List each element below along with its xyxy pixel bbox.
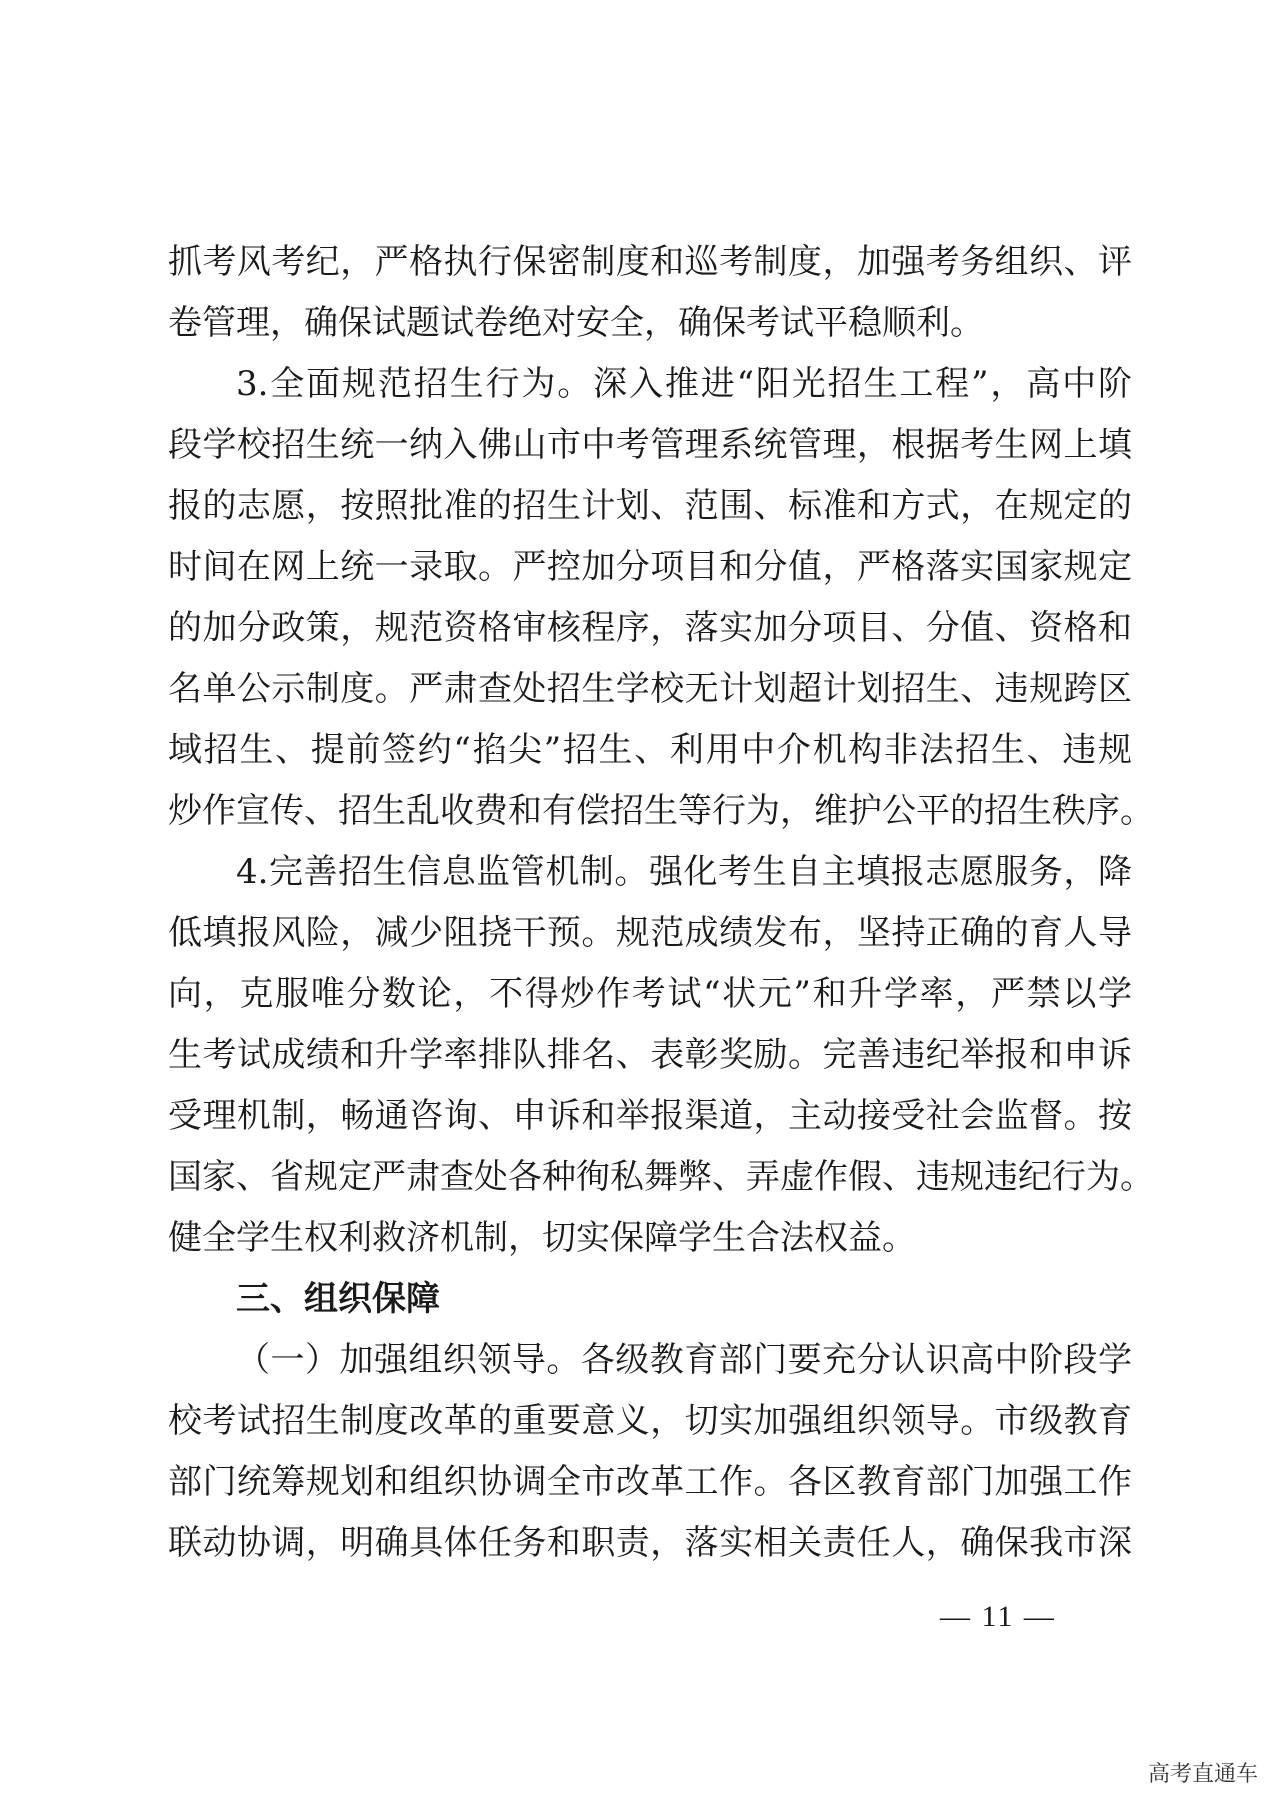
text-line: 卷管理，确保试题试卷绝对安全，确保考试平稳顺利。 bbox=[168, 303, 984, 343]
text-line: 报的志愿，按照批准的招生计划、范围、标准和方式，在规定的 bbox=[168, 486, 1132, 526]
text-line: 3.全面规范招生行为。深入推进“阳光招生工程”，高中阶 bbox=[236, 364, 1132, 404]
text-line: 国家、省规定严肃查处各种徇私舞弊、弄虚作假、违规违纪行为。 bbox=[168, 1157, 1154, 1197]
text-line: 受理机制，畅通咨询、申诉和举报渠道，主动接受社会监督。按 bbox=[168, 1096, 1132, 1136]
text-line: 联动协调，明确具体任务和职责，落实相关责任人，确保我市深 bbox=[168, 1523, 1132, 1563]
text-line: 段学校招生统一纳入佛山市中考管理系统管理，根据考生网上填 bbox=[168, 425, 1132, 465]
watermark-text: 高考直通车 bbox=[1147, 1762, 1258, 1787]
section-heading: 三、组织保障 bbox=[236, 1279, 440, 1319]
text-line: 校考试招生制度改革的重要意义，切实加强组织领导。市级教育 bbox=[168, 1401, 1132, 1441]
page-number: — 11 — bbox=[940, 1600, 1056, 1633]
text-line: 向，克服唯分数论，不得炒作考试“状元”和升学率，严禁以学 bbox=[168, 974, 1132, 1014]
document-body bbox=[168, 232, 1154, 1574]
text-line: 时间在网上统一录取。严控加分项目和分值，严格落实国家规定 bbox=[168, 547, 1132, 587]
text-line: 抓考风考纪，严格执行保密制度和巡考制度，加强考务组织、评 bbox=[168, 242, 1132, 282]
text-line: 生考试成绩和升学率排队排名、表彰奖励。完善违纪举报和申诉 bbox=[168, 1035, 1132, 1075]
text-line: 域招生、提前签约“掐尖”招生、利用中介机构非法招生、违规 bbox=[168, 730, 1132, 770]
text-line: 名单公示制度。严肃查处招生学校无计划超计划招生、违规跨区 bbox=[168, 669, 1132, 709]
text-line: 低填报风险，减少阻挠干预。规范成绩发布，坚持正确的育人导 bbox=[168, 913, 1132, 953]
text-line: 部门统筹规划和组织协调全市改革工作。各区教育部门加强工作 bbox=[168, 1462, 1132, 1502]
text-line: 健全学生权利救济机制，切实保障学生合法权益。 bbox=[168, 1218, 916, 1258]
text-line: 4.完善招生信息监管机制。强化考生自主填报志愿服务，降 bbox=[236, 852, 1132, 892]
text-line: 炒作宣传、招生乱收费和有偿招生等行为，维护公平的招生秩序。 bbox=[168, 791, 1154, 831]
text-line: （一）加强组织领导。各级教育部门要充分认识高中阶段学 bbox=[236, 1340, 1132, 1380]
text-line: 的加分政策，规范资格审核程序，落实加分项目、分值、资格和 bbox=[168, 608, 1132, 648]
